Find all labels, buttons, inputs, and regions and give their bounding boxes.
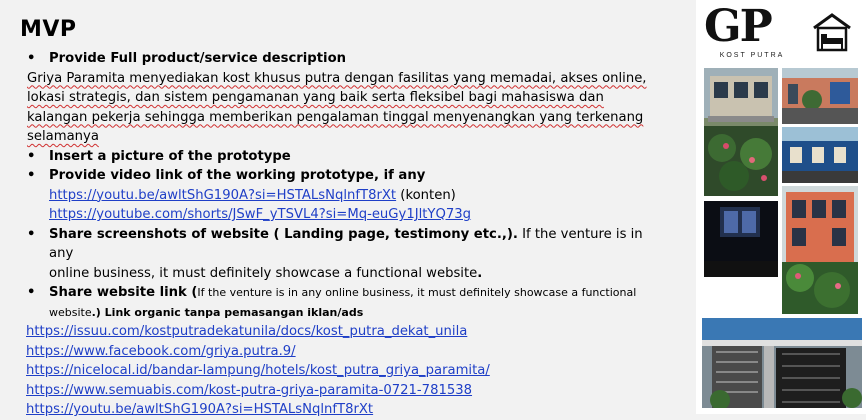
website-link-close: .) [91, 305, 101, 319]
bullet-video-link: • Provide video link of the working prototype, if any [27, 166, 667, 186]
description-line-3: kalangan pekerja sehingga memberikan pengalaman tinggal menyenangkan yang terkenang [27, 109, 644, 125]
description-text [27, 69, 667, 147]
description-line-1: Griya Paramita menyediakan kost khusus putra dengan fasilitas yang memadai, akses online, [27, 70, 647, 86]
website-link-bold: Share website link ( [49, 285, 198, 300]
photo-courtyard [782, 68, 858, 124]
slide-title: MVP [20, 17, 77, 42]
website-link-note-2: website [49, 305, 92, 319]
description-line-2: lokasi strategis, dan sistem pengamanan yang baik serta fleksibel bagi mahasiswa dan [27, 90, 604, 105]
screenshots-dot: . [477, 265, 483, 281]
website-links [26, 322, 667, 420]
screenshots-rest: If the venture is in any [49, 226, 643, 261]
screenshots-rest-2: online business, it must definitely showcase a functional website [49, 265, 478, 281]
bed-house-icon [810, 12, 854, 52]
photo-blue-building [782, 127, 858, 183]
website-link-note-1: If the venture is in any online business, it must definitely showcase a functional [197, 286, 637, 299]
screenshots-bold: Share screenshots of website ( Landing page, testimony etc.,). [49, 226, 518, 242]
photo-building-front [704, 68, 778, 196]
video-link-1[interactable]: https://youtu.be/awltShG190A?si=HSTALsNqlnfT8rXt [49, 187, 397, 203]
description-line-4: selamanya [27, 129, 99, 144]
website-link-line-2 [27, 303, 667, 323]
website-link-organic: Link organic tanpa pemasangan iklan/ads [100, 305, 364, 319]
logo-gp: GP [704, 1, 771, 52]
logo-subtitle: KOST PUTRA [719, 52, 785, 59]
screenshots-line-2 [27, 264, 667, 284]
video-link-note: (konten) [396, 187, 456, 203]
website-link-nicelocal[interactable]: https://nicelocal.id/bandar-lampung/hotels/kost_putra_griya_paramita/ [26, 363, 490, 378]
website-link-facebook[interactable]: https://www.facebook.com/griya.putra.9/ [26, 343, 296, 359]
photo-night-room [704, 201, 778, 277]
website-link-issuu[interactable]: https://issuu.com/kostputradekatunila/docs/kost_putra_dekat_unila [26, 324, 468, 339]
bullet-screenshots [27, 225, 667, 264]
website-link-semuabis[interactable]: https://www.semuabis.com/kost-putra-griya-paramita-0721-781538 [26, 382, 473, 398]
photo-orange-building [782, 186, 858, 314]
bullet-product-description: • Provide Full product/service description [27, 49, 667, 69]
photo-front-gate [702, 318, 862, 408]
slide-content [27, 49, 667, 420]
bullet-prototype-picture: • Insert a picture of the prototype [27, 147, 667, 167]
bullet-website-link [27, 283, 667, 303]
video-link-2[interactable]: https://youtube.com/shorts/JSwF_yTSVL4?si=Mq-euGy1JltYQ73g [49, 207, 472, 222]
video-link-row-1 [27, 186, 667, 206]
website-link-youtube[interactable]: https://youtu.be/awltShG190A?si=HSTALsNqlnfT8rXt [26, 402, 374, 417]
video-link-row-2 [27, 205, 667, 225]
